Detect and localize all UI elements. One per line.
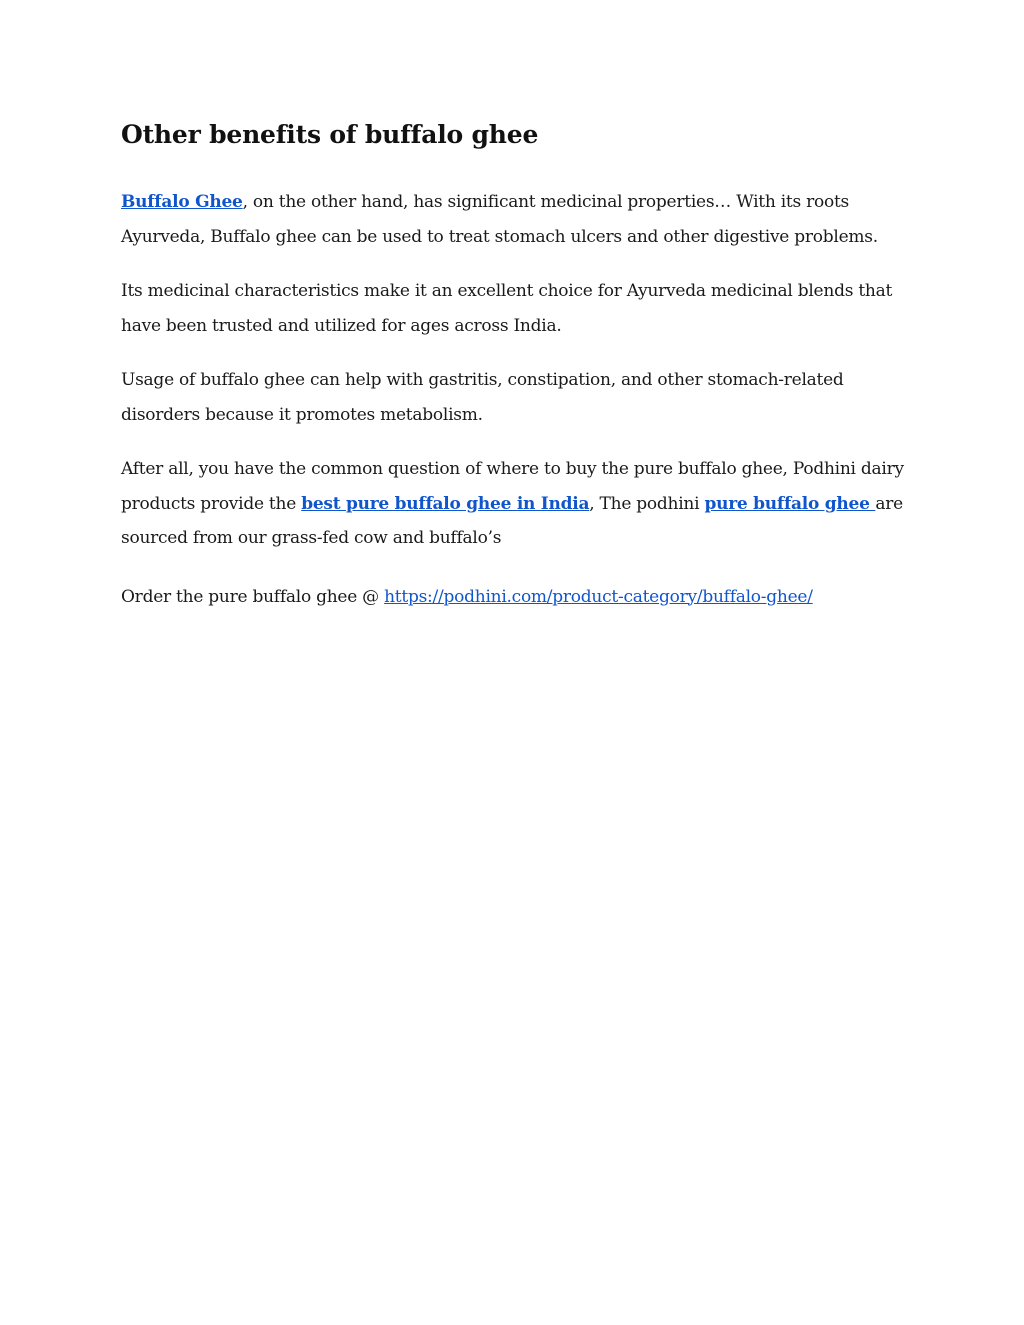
paragraph-buffalo-ghee-intro: [121, 185, 906, 254]
paragraph-usage: Usage of buffalo ghee can help with gastritis, constipation, and other stomach-related disorders because it promotes metabolism.: [121, 370, 844, 425]
buffalo-ghee-link[interactable]: Buffalo Ghee: [121, 192, 243, 212]
paragraph-text: , on the other hand, has significant medicinal properties… With its roots Ayurveda, Buffalo ghee can be used to treat stomach ulcers and other digestive problems.: [121, 192, 878, 247]
paragraph-text: are sourced from our grass-fed cow and buffalo’s: [121, 493, 903, 548]
pure-buffalo-ghee-link[interactable]: pure buffalo ghee: [704, 493, 876, 514]
paragraph-order: [121, 580, 906, 615]
paragraph-text: Order the pure buffalo ghee @: [121, 586, 385, 607]
paragraph-medicinal-characteristics: Its medicinal characteristics make it an excellent choice for Ayurveda medicinal blends that have been trusted and utilized for ages across India.: [121, 281, 893, 336]
paragraph-text: , The podhini: [589, 493, 705, 514]
paragraph-where-to-buy: [121, 452, 906, 556]
paragraph-text: After all, you have the common question of where to buy the pure buffalo ghee, Podhini dairy products provide the: [121, 459, 904, 514]
document-content: [121, 112, 906, 634]
best-pure-buffalo-ghee-link[interactable]: best pure buffalo ghee in India: [301, 493, 590, 514]
order-url-link[interactable]: https://podhini.com/product-category/buffalo-ghee/: [384, 586, 813, 607]
page-title: Other benefits of buffalo ghee: [121, 120, 539, 149]
